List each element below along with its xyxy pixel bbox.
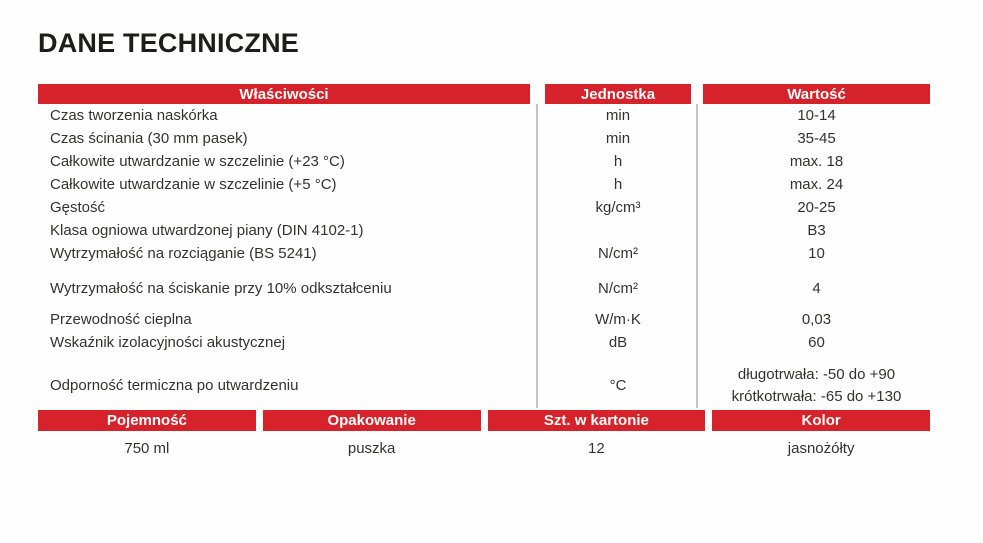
column-separator-line xyxy=(696,104,698,408)
color-value: jasnożółty xyxy=(787,439,855,457)
table-row xyxy=(38,219,930,242)
value-cell: B3 xyxy=(807,221,826,239)
column-header-unit: Jednostka xyxy=(545,84,691,104)
column-header-color: Kolor xyxy=(712,410,930,431)
unit-cell: h xyxy=(613,152,623,170)
table-row xyxy=(38,173,930,196)
property-cell: Przewodność cieplna xyxy=(50,310,192,328)
property-cell: Wytrzymałość na rozciąganie (BS 5241) xyxy=(50,244,317,262)
unit-cell: min xyxy=(605,106,631,124)
page-title: DANE TECHNICZNE xyxy=(38,28,300,58)
value-line: długotrwała: -50 do +90 xyxy=(737,366,896,383)
table-row xyxy=(38,331,930,354)
property-cell: Klasa ogniowa utwardzonej piany (DIN 4102-1) xyxy=(50,221,364,239)
column-header-capacity: Pojemność xyxy=(38,410,256,431)
value-cell: max. 24 xyxy=(789,175,844,193)
value-cell: 10 xyxy=(808,244,825,262)
column-header-properties: Właściwości xyxy=(38,84,530,104)
capacity-value: 750 ml xyxy=(124,439,170,457)
pieces-per-carton-value: 12 xyxy=(588,439,605,457)
property-cell: Całkowite utwardzanie w szczelinie (+23 °C) xyxy=(50,152,345,170)
table-row xyxy=(38,104,930,127)
packaging-table xyxy=(38,410,930,465)
property-cell: Całkowite utwardzanie w szczelinie (+5 °C) xyxy=(50,175,337,193)
value-cell: max. 18 xyxy=(789,152,844,170)
property-cell: Gęstość xyxy=(50,198,106,216)
unit-cell: N/cm² xyxy=(598,279,638,297)
table-row xyxy=(38,242,930,265)
column-separator-line xyxy=(536,104,538,408)
value-cell: 0,03 xyxy=(801,310,832,328)
properties-table-body xyxy=(38,104,930,408)
value-cell: 60 xyxy=(808,333,825,351)
unit-cell: N/cm² xyxy=(598,244,638,262)
unit-cell: W/m·K xyxy=(595,310,641,328)
property-cell: Wskaźnik izolacyjności akustycznej xyxy=(50,333,286,351)
unit-cell: °C xyxy=(609,377,627,394)
value-cell: 35-45 xyxy=(797,129,836,147)
column-gap xyxy=(530,84,545,104)
value-cell xyxy=(703,364,930,408)
value-cell: 10-14 xyxy=(797,106,836,124)
packaging-value: puszka xyxy=(347,439,396,457)
unit-cell: kg/cm³ xyxy=(595,198,641,216)
table-row xyxy=(38,150,930,173)
packaging-table-header-row xyxy=(38,410,930,431)
column-header-packaging: Opakowanie xyxy=(263,410,481,431)
table-row xyxy=(38,127,930,150)
column-gap xyxy=(691,84,703,104)
unit-cell: dB xyxy=(608,333,628,351)
packaging-table-values-row xyxy=(38,431,930,465)
value-cell: 4 xyxy=(812,279,821,297)
properties-table-header-row xyxy=(38,84,930,104)
property-cell: Czas ścinania (30 mm pasek) xyxy=(50,129,248,147)
unit-cell: min xyxy=(605,129,631,147)
table-row xyxy=(38,308,930,331)
properties-table xyxy=(38,84,930,408)
value-cell: 20-25 xyxy=(797,198,836,216)
property-cell: Wytrzymałość na ściskanie przy 10% odkształceniu xyxy=(50,279,392,297)
property-cell: Odporność termiczna po utwardzeniu xyxy=(50,377,299,394)
property-cell: Czas tworzenia naskórka xyxy=(50,106,218,124)
column-header-value: Wartość xyxy=(703,84,930,104)
table-row xyxy=(38,196,930,219)
unit-cell: h xyxy=(613,175,623,193)
value-line: krótkotrwała: -65 do +130 xyxy=(731,388,902,405)
table-row xyxy=(38,364,930,408)
table-row xyxy=(38,277,930,300)
column-header-pieces-per-carton: Szt. w kartonie xyxy=(488,410,706,431)
